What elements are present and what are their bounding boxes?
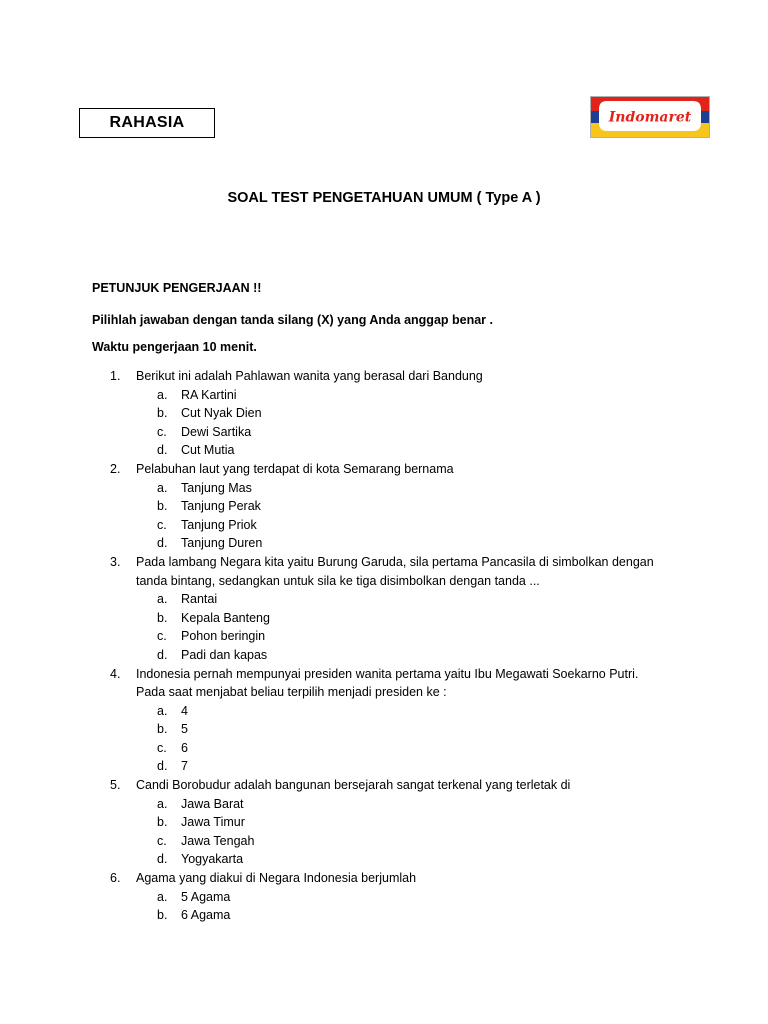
answer-option [0, 813, 768, 832]
option-text: Cut Nyak Dien [181, 406, 262, 421]
question-line [0, 367, 768, 386]
answer-option [0, 646, 768, 665]
answer-option [0, 590, 768, 609]
option-letter: b. [157, 722, 168, 737]
question-line [0, 869, 768, 888]
option-letter: a. [157, 703, 168, 718]
option-letter: a. [157, 480, 168, 495]
answer-option [0, 739, 768, 758]
option-text: Pohon beringin [181, 629, 266, 644]
instructions-line-1: Pilihlah jawaban dengan tanda silang (X) yang Anda anggap benar . [92, 313, 493, 327]
option-letter: a. [157, 796, 168, 811]
stamp-label: RAHASIA [109, 114, 185, 131]
answer-option [0, 832, 768, 851]
option-text: 7 [181, 759, 188, 774]
option-text: Yogyakarta [181, 852, 244, 867]
answer-option [0, 850, 768, 869]
option-letter: b. [157, 908, 168, 923]
option-text: Padi dan kapas [181, 647, 268, 662]
question-text: tanda bintang, sedangkan untuk sila ke tiga disimbolkan dengan tanda ... [136, 573, 540, 588]
option-letter: a. [157, 387, 168, 402]
confidential-stamp [79, 108, 215, 138]
option-text: Rantai [181, 592, 218, 607]
answer-option [0, 497, 768, 516]
question-number: 2. [110, 461, 121, 476]
option-text: Tanjung Perak [181, 499, 261, 514]
question-line [0, 776, 768, 795]
option-text: 6 Agama [181, 908, 231, 923]
answer-option [0, 720, 768, 739]
document-title: SOAL TEST PENGETAHUAN UMUM ( Type A ) [227, 190, 541, 206]
option-text: Jawa Tengah [181, 833, 255, 848]
option-letter: d. [157, 852, 168, 867]
option-text: Kepala Banteng [181, 610, 270, 625]
question-text: Agama yang diakui di Negara Indonesia berjumlah [136, 871, 417, 886]
answer-option [0, 795, 768, 814]
option-letter: c. [157, 424, 167, 439]
option-letter: d. [157, 647, 168, 662]
answer-option [0, 516, 768, 535]
question-number: 6. [110, 871, 121, 886]
question-line [0, 460, 768, 479]
answer-option [0, 386, 768, 405]
answer-option [0, 757, 768, 776]
question-line [0, 553, 768, 572]
question-text: Pada lambang Negara kita yaitu Burung Garuda, sila pertama Pancasila di simbolkan dengan [136, 554, 654, 569]
question-item [0, 553, 768, 665]
answer-option [0, 906, 768, 925]
question-text: Pelabuhan laut yang terdapat di kota Semarang bernama [136, 461, 454, 476]
answer-option [0, 609, 768, 628]
option-letter: b. [157, 610, 168, 625]
question-item [0, 869, 768, 925]
option-text: Dewi Sartika [181, 424, 252, 439]
option-text: Jawa Timur [181, 815, 245, 830]
option-text: Tanjung Duren [181, 536, 263, 551]
question-item [0, 776, 768, 869]
option-text: Tanjung Mas [181, 480, 252, 495]
question-item [0, 367, 768, 460]
question-line [0, 665, 768, 684]
option-text: 5 Agama [181, 889, 231, 904]
answer-option [0, 534, 768, 553]
option-letter: d. [157, 759, 168, 774]
question-line [0, 572, 768, 591]
question-list [0, 367, 768, 925]
logo-wordmark: Indomaret [608, 109, 692, 126]
question-number: 5. [110, 778, 121, 793]
option-letter: d. [157, 536, 168, 551]
answer-option [0, 479, 768, 498]
option-letter: c. [157, 517, 167, 532]
answer-option [0, 423, 768, 442]
option-text: 4 [181, 703, 188, 718]
answer-option [0, 888, 768, 907]
option-letter: c. [157, 833, 167, 848]
answer-option [0, 702, 768, 721]
question-text: Indonesia pernah mempunyai presiden wanita pertama yaitu Ibu Megawati Soekarno Putri. [136, 666, 639, 681]
question-item [0, 665, 768, 777]
option-letter: a. [157, 592, 168, 607]
instructions-heading: PETUNJUK PENGERJAAN !! [92, 281, 262, 295]
option-letter: c. [157, 629, 167, 644]
question-line [0, 683, 768, 702]
indomaret-logo-graphic [591, 97, 709, 137]
question-number: 3. [110, 554, 121, 569]
option-letter: b. [157, 406, 168, 421]
question-text: Berikut ini adalah Pahlawan wanita yang berasal dari Bandung [136, 369, 483, 383]
answer-option [0, 404, 768, 423]
question-number: 1. [110, 369, 121, 383]
option-letter: d. [157, 443, 168, 458]
option-letter: a. [157, 889, 168, 904]
indomaret-logo [590, 96, 710, 138]
question-item [0, 460, 768, 553]
option-text: 5 [181, 722, 188, 737]
instructions-line-2: Waktu pengerjaan 10 menit. [92, 340, 257, 354]
option-text: Tanjung Priok [181, 517, 257, 532]
question-text: Pada saat menjabat beliau terpilih menjadi presiden ke : [136, 685, 447, 700]
question-number: 4. [110, 666, 121, 681]
option-text: 6 [181, 740, 188, 755]
answer-option [0, 627, 768, 646]
option-text: RA Kartini [181, 387, 237, 402]
option-text: Jawa Barat [181, 796, 244, 811]
answer-option [0, 441, 768, 460]
option-letter: b. [157, 815, 168, 830]
option-letter: c. [157, 740, 167, 755]
option-letter: b. [157, 499, 168, 514]
question-text: Candi Borobudur adalah bangunan bersejarah sangat terkenal yang terletak di [136, 778, 571, 793]
option-text: Cut Mutia [181, 443, 235, 458]
